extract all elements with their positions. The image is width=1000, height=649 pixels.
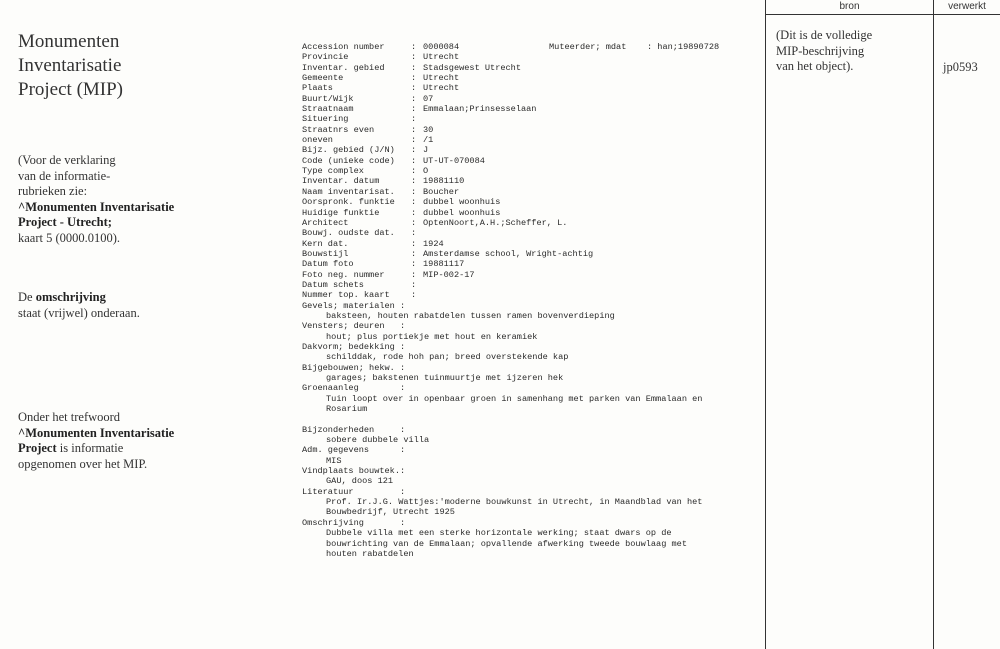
record-field [302,73,762,83]
section-label: Omschrijving : [302,517,406,528]
keyword-note [18,410,248,472]
section-label: Groenaanleg : [302,383,406,394]
section-label: Vindplaats bouwtek.: [302,466,406,477]
field-separator: : [411,228,417,239]
field-value: UT-UT-070084 [423,155,485,166]
section-label: Adm. gegevens : [302,445,406,456]
note-text: is informatie [56,441,124,456]
field-label: Bijz. gebied (J/N) [302,145,395,156]
record-field [302,259,762,269]
muteerder-field: Muteerder; mdat : han;19890728 [549,42,720,52]
field-label: Bouwj. oudste dat. [302,228,395,239]
field-separator: : [411,42,417,52]
record-field [302,63,762,73]
table-divider [933,0,934,649]
section-label: Bijgebouwen; hekw. : [302,362,406,373]
field-separator: : [411,62,417,73]
section-text: bouwrichting van de Emmalaan; opvallende afwerking tweede bouwlaag met [326,538,687,549]
field-separator: : [411,135,417,146]
field-separator: : [411,248,417,259]
field-separator: : [411,290,417,301]
verwerkt-column-header: verwerkt [948,1,986,12]
field-label: Nummer top. kaart [302,290,390,301]
field-label: Buurt/Wijk [302,93,354,104]
field-label: Foto neg. nummer [302,269,385,280]
section-text: Bouwbedrijf, Utrecht 1925 [326,507,455,518]
note-line: van de informatie- [18,168,111,183]
field-value: O [423,166,429,177]
field-label: Plaats [302,83,333,94]
field-separator: : [411,145,417,156]
section-text: MIS [326,455,342,466]
record-field [302,52,762,62]
field-value: Stadsgewest Utrecht [423,62,521,73]
title-line: Inventarisatie [18,55,122,76]
bron-line: MIP-beschrijving [776,43,865,58]
field-separator: : [411,124,417,135]
note-line: kaart 5 (0000.0100). [18,230,121,245]
record-field [302,125,762,135]
title-line: Monumenten [18,31,120,52]
section-text: Rosarium [326,404,368,415]
field-label: Kern dat. [302,238,349,249]
field-label: Straatnaam [302,104,354,115]
field-label: Gemeente [302,73,344,84]
field-value: 0000084 [423,42,460,52]
field-label: Datum foto [302,259,354,270]
page-title [18,30,228,102]
field-separator: : [411,52,417,63]
note-line: rubrieken zie: [18,184,88,199]
field-label: Datum schets [302,279,364,290]
field-separator: : [411,104,417,115]
spacer [302,414,762,424]
section-text: Tuin loopt over in openbaar groen in samenhang met parken van Emmalaan en [326,393,703,404]
field-value: dubbel woonhuis [423,197,501,208]
bron-line: (Dit is de volledige [776,28,873,42]
field-value: 19881117 [423,259,465,270]
record-field [302,280,762,290]
field-value: 1924 [423,238,444,249]
section-text: hout; plus portiekje met hout en keramiek [326,331,538,342]
section-text: sobere dubbele villa [326,435,430,446]
section-text: GAU, doos 121 [326,476,394,487]
field-separator: : [411,93,417,104]
field-value: 19881110 [423,176,465,187]
section-text: houten rabatdelen [326,548,414,559]
field-value: J [423,145,429,156]
section-text: Prof. Ir.J.G. Wattjes:'moderne bouwkunst in Utrecht, in Maandblad van het [326,497,703,508]
section-text: Dubbele villa met een sterke horizontale werking; staat dwars op de [326,528,672,539]
record-field [302,42,762,52]
record-field [302,197,762,207]
field-value: Emmalaan;Prinsesselaan [423,104,537,115]
field-label: Code (unieke code) [302,155,395,166]
record-field [302,156,762,166]
section-text: schilddak, rode hoh pan; breed overstekende kap [326,352,569,363]
field-value: Amsterdamse school, Wright-achtig [423,248,594,259]
field-value: 07 [423,93,434,104]
title-line: Project (MIP) [18,79,124,100]
record-field [302,166,762,176]
field-label: Bouwstijl [302,248,349,259]
field-label: Straatnrs even [302,124,375,135]
field-label: Oorspronk. funktie [302,197,395,208]
field-label: Provincie [302,52,349,63]
field-separator: : [411,259,417,270]
record-field [302,104,762,114]
reference-keyword: Project [18,441,57,456]
section-text: baksteen, houten rabatdelen tussen ramen bovenverdieping [326,310,615,321]
field-separator: : [411,155,417,166]
field-label: Type complex [302,166,364,177]
field-separator: : [411,217,417,228]
section-label: Vensters; deuren : [302,321,406,332]
field-separator: : [411,186,417,197]
field-label: Accession number [302,42,385,52]
field-separator: : [411,207,417,218]
mip-record [302,42,762,559]
field-label: Architect [302,217,349,228]
field-value: 30 [423,124,434,135]
record-field [302,239,762,249]
record-field [302,94,762,104]
section-label: Bijzonderheden : [302,424,406,435]
record-field [302,270,762,280]
field-label: Inventar. gebied [302,62,385,73]
verwerkt-cell: jp0593 [943,60,978,74]
field-value: /1 [423,135,434,146]
record-field [302,83,762,93]
bron-line: van het object). [776,59,854,74]
record-field [302,114,762,124]
table-divider [765,0,766,649]
record-field [302,176,762,186]
field-separator: : [411,73,417,84]
section-label: Gevels; materialen : [302,300,406,311]
table-header-rule [765,14,1000,15]
note-text: De [18,290,36,304]
record-field [302,228,762,238]
field-value: Utrecht [423,52,460,63]
field-label: Inventar. datum [302,176,380,187]
field-separator: : [411,166,417,177]
field-separator: : [411,269,417,280]
record-field [302,249,762,259]
field-value: MIP-002-17 [423,269,475,280]
bron-cell [776,28,931,75]
reference-keyword: Project - Utrecht; [18,215,112,230]
field-separator: : [411,197,417,208]
field-label: oneven [302,135,333,146]
field-separator: : [411,176,417,187]
field-value: Boucher [423,186,460,197]
field-label: Situering [302,114,349,125]
reference-note [18,153,248,247]
section-label: Dakvorm; bedekking : [302,341,406,352]
record-field [302,187,762,197]
field-value: OptenNoort,A.H.;Scheffer, L. [423,217,568,228]
reference-keyword: ^Monumenten Inventarisatie [18,425,175,440]
field-separator: : [411,279,417,290]
note-line: (Voor de verklaring [18,153,116,167]
section-label: Literatuur : [302,486,406,497]
section-text: garages; bakstenen tuinmuurtje met ijzeren hek [326,373,564,383]
field-separator: : [411,83,417,94]
record-field [302,208,762,218]
record-field [302,145,762,155]
field-separator: : [411,114,417,125]
field-separator: : [411,238,417,249]
record-field [302,218,762,228]
description-keyword: omschrijving [35,290,106,304]
field-value: dubbel woonhuis [423,207,501,218]
field-label: Huidige funktie [302,207,380,218]
field-value: Utrecht [423,73,460,84]
note-line: Onder het trefwoord [18,410,121,424]
note-line: opgenomen over het MIP. [18,456,148,471]
record-field [302,290,762,300]
field-value: Utrecht [423,83,460,94]
bron-column-header: bron [839,1,860,12]
note-line: staat (vrijwel) onderaan. [18,305,140,320]
field-label: Naam inventarisat. [302,186,395,197]
record-field [302,135,762,145]
description-note [18,290,248,321]
reference-keyword: ^Monumenten Inventarisatie [18,199,175,214]
